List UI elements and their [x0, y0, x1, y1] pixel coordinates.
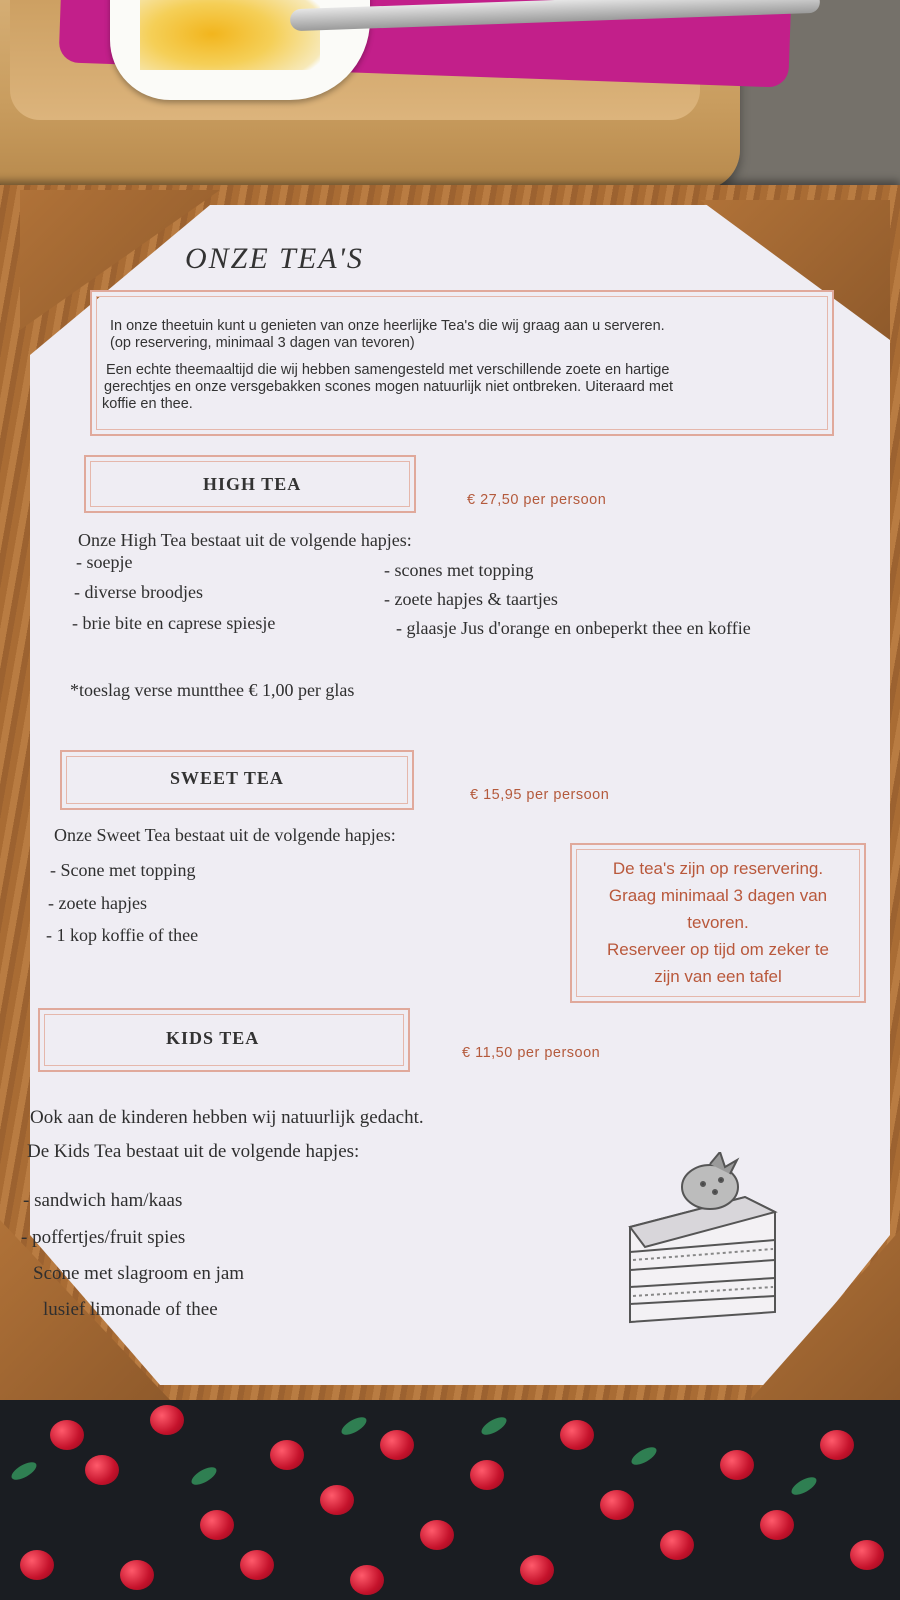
high-tea-note: *toeslag verse muntthee € 1,00 per glas: [70, 680, 355, 700]
cake-slice-icon: [625, 1152, 785, 1332]
high-tea-left-item-1: - soepje: [76, 552, 133, 572]
sweet-tea-item-1: - Scone met topping: [50, 860, 196, 880]
high-tea-right-item-2: - zoete hapjes & taartjes: [384, 589, 558, 609]
intro-line-1: In onze theetuin kunt u genieten van onze heerlijke Tea's die wij graag aan u serveren.: [110, 318, 665, 334]
menu-title: ONZE TEA'S: [185, 242, 364, 275]
sweet-tea-price: € 15,95 per persoon: [470, 787, 610, 803]
notice-line-1: De tea's zijn op reservering.: [612, 859, 824, 878]
high-tea-price: € 27,50 per persoon: [467, 492, 607, 508]
kids-tea-title: KIDS TEA: [166, 1028, 260, 1048]
notice-line-5: zijn van een tafel: [654, 967, 782, 986]
intro-line-5: koffie en thee.: [102, 396, 193, 412]
high-tea-title: HIGH TEA: [203, 474, 302, 494]
sweet-tea-item-2: - zoete hapjes: [48, 893, 147, 913]
notice-line-2: Graag minimaal 3 dagen van: [608, 886, 828, 905]
intro-line-2: (op reservering, minimaal 3 dagen van tevoren): [110, 335, 415, 351]
sweet-tea-intro: Onze Sweet Tea bestaat uit de volgende hapjes:: [54, 825, 396, 845]
kids-tea-item-3: Scone met slagroom en jam: [33, 1263, 245, 1284]
high-tea-left-item-2: - diverse broodjes: [74, 582, 203, 602]
cherry-fabric: [0, 1400, 900, 1600]
reservation-notice-box: [570, 843, 866, 1003]
sweet-tea-item-3: - 1 kop koffie of thee: [46, 925, 199, 945]
kids-tea-intro-1: Ook aan de kinderen hebben wij natuurlijk gedacht.: [30, 1107, 424, 1128]
kids-tea-item-2: - poffertjes/fruit spies: [21, 1227, 186, 1248]
kids-tea-intro-2: De Kids Tea bestaat uit de volgende hapjes:: [27, 1141, 360, 1162]
high-tea-right-item-3: - glaasje Jus d'orange en onbeperkt thee en koffie: [396, 618, 751, 638]
kids-tea-item-1: - sandwich ham/kaas: [23, 1190, 183, 1211]
notice-line-3: tevoren.: [687, 913, 749, 932]
intro-line-3: Een echte theemaaltijd die wij hebben samengesteld met verschillende zoete en hartige: [106, 362, 670, 378]
high-tea-left-item-3: - brie bite en caprese spiesje: [72, 613, 276, 633]
sweet-tea-title: SWEET TEA: [170, 768, 284, 788]
intro-line-4: gerechtjes en onze versgebakken scones mogen natuurlijk niet ontbreken. Uiteraard met: [104, 379, 674, 395]
high-tea-right-item-1: - scones met topping: [384, 560, 534, 580]
notice-line-4: Reserveer op tijd om zeker te: [606, 940, 830, 959]
kids-tea-item-4: lusief limonade of thee: [43, 1299, 218, 1320]
kids-tea-price: € 11,50 per persoon: [462, 1045, 601, 1061]
high-tea-intro: Onze High Tea bestaat uit de volgende hapjes:: [78, 530, 412, 550]
